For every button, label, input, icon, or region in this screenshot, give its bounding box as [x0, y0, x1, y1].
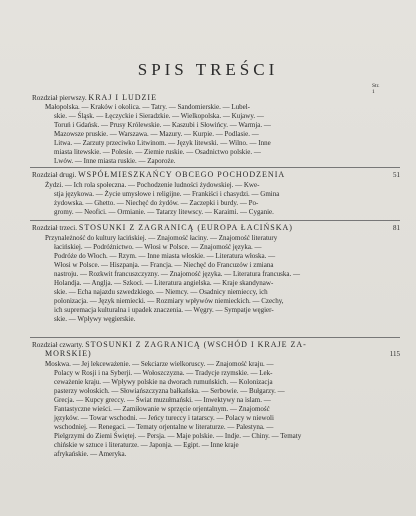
toc-line: Holandja. — Anglja. — Szkoci. — Literatura angielska. — Kraje skandynaw- — [54, 279, 274, 287]
chapter-title-continuation: MORSKIE) — [45, 349, 92, 358]
toc-line: Moskwa. — Jej lekceważenie. — Sekciarze wielkoruscy. — Znajomość kraju. — — [45, 360, 274, 368]
toc-line: Małopolska. — Kraków i okolica. — Tatry. — Sandomierskie. — Lubel- — [45, 103, 250, 111]
toc-line: afrykańskie. — Ameryka. — [54, 450, 127, 458]
first-page-number: 1 — [372, 89, 375, 95]
toc-line: stja językowa. — Życie umysłowe i religijne. — Frankiści i chasydzi. — Gmina — [54, 190, 280, 198]
section-divider — [30, 220, 400, 221]
toc-line: polonizacja. — Język niemiecki. — Rozmiary wpływów niemieckich. — Czechy, — [54, 297, 284, 305]
chapter-title: KRAJ I LUDZIE — [88, 93, 157, 102]
toc-line: nastroju. — Rozkwit francuszczyzny. — Znajomość języka. — Literatura francuska. — — [54, 270, 301, 278]
chapter-label: Rozdział czwarty. — [32, 341, 84, 349]
chapter-heading — [32, 340, 307, 349]
toc-line: skie. — Echa najazdu szwedzkiego. — Niemcy. — Osadnicy niemieccy, ich — [54, 288, 268, 296]
chapter-page-number: 81 — [393, 224, 400, 232]
toc-line: wschodniej. — Renegaci. — Tematy orjentalne w literaturze. — Palestyna. — — [54, 423, 274, 431]
chapter-page-number: 51 — [393, 171, 400, 179]
toc-line: miasta litewskie. — Polesie. — Ziemie ruskie. — Osadnictwo polskie. — — [54, 148, 261, 156]
section-divider — [30, 337, 400, 338]
toc-line: gromy. — Neofici. — Ormianie. — Tatarzy litewscy. — Karaimi. — Cyganie. — [54, 208, 274, 216]
page-column-label: Str. — [372, 83, 380, 89]
toc-line: Przynależność do kultury łacińskiej. — Znajomość łaciny. — Znajomość literatury — [45, 234, 278, 242]
toc-line: łacińskiej. — Podróżnictwo. — Włosi w Polsce. — Znajomość języka. — — [54, 243, 262, 251]
chapter-heading — [32, 223, 293, 232]
chapter-heading — [32, 170, 285, 179]
chapter-title: STOSUNKI Z ZAGRANICĄ (WSCHÓD I KRAJE ZA- — [85, 340, 307, 349]
section-divider — [30, 167, 400, 168]
toc-line: Grecja. — Kupcy greccy. — Świat muzułmański. — Inwektywy na islam. — — [54, 396, 271, 404]
toc-line: Lwów. — Inne miasta ruskie. — Zaporoże. — [54, 157, 176, 165]
chapter-page-number: 115 — [389, 350, 400, 358]
toc-line: żydowska. — Ghetto. — Niechęć do żydów. — Zaczepki i burdy. — Po- — [54, 199, 259, 207]
toc-line: Podróże do Włoch. — Rzym. — Inne miasta włoskie. — Literatura włoska. — — [54, 252, 276, 260]
toc-line: skie. — Śląsk. — Łęczyckie i Sieradzkie. — Wielkopolska. — Kujawy. — — [54, 112, 264, 120]
toc-line: Litwa. — Zarzuty przeciwko Litwinom. — Język litewski. — Wilno. — Inne — [54, 139, 271, 147]
toc-line: ceważenie kraju. — Wpływy polskie na dworach rumuńskich. — Kolonizacja — [54, 378, 273, 386]
page-title: SPIS TREŚCI — [137, 60, 279, 79]
toc-line: Żydzi. — Ich rola społeczna. — Pochodzenie ludności żydowskiej. — Kwe- — [45, 181, 260, 189]
toc-line: Polacy w Rosji i na Syberji. — Wołoszczyzna. — Tradycje rzymskie. — Lek- — [54, 369, 273, 377]
toc-line: chińskie w sztuce i literaturze. — Japonja. — Egipt. — Inne kraje — [54, 441, 239, 449]
toc-line: ich supremacja kulturalna i upadek znaczenia. — Węgry. — Sympatje węgier- — [54, 306, 274, 314]
chapter-label: Rozdział pierwszy. — [32, 94, 87, 102]
page-column-header — [372, 83, 380, 95]
toc-line: Mazowsze pruskie. — Warszawa. — Mazury. — Kurpie. — Podlasie. — — [54, 130, 259, 138]
toc-line: Toruń i Gdańsk. — Prusy Królewskie. — Kaszubi i Słowińcy. — Warmja. — — [54, 121, 271, 129]
chapter-heading — [32, 93, 157, 102]
toc-line: pasterzy wołoskich. — Słowiańszczyzna bałkańska. — Serbowie. — Bułgarzy. — — [54, 387, 285, 395]
toc-line: Pielgrzymi do Ziemi Świętej. — Persja. — Maje polskie. — Indje. — Chiny. — Tematy — [54, 432, 302, 440]
chapter-label: Rozdział trzeci. — [32, 224, 78, 232]
chapter-title: STOSUNKI Z ZAGRANICĄ (EUROPA ŁACIŃSKA) — [78, 223, 293, 232]
toc-line: skie. — Wpływy węgierskie. — [54, 315, 136, 323]
chapter-label: Rozdział drugi. — [32, 171, 77, 179]
toc-line: Fantastyczne wieści. — Zamiłowanie w sprzęcie orjentalnym. — Znajomość — [54, 405, 270, 413]
toc-line: Włosi w Polsce. — Hiszpanja. — Francja. — Niechęć do Francuzów i zmiana — [54, 261, 274, 269]
chapter-title: WSPÓŁMIESZKAŃCY OBCEGO POCHODZENIA — [78, 170, 286, 179]
toc-line: języków. — Towar wschodni. — Jeńcy tureccy i tatarscy. — Polacy w niewoli — [54, 414, 274, 422]
